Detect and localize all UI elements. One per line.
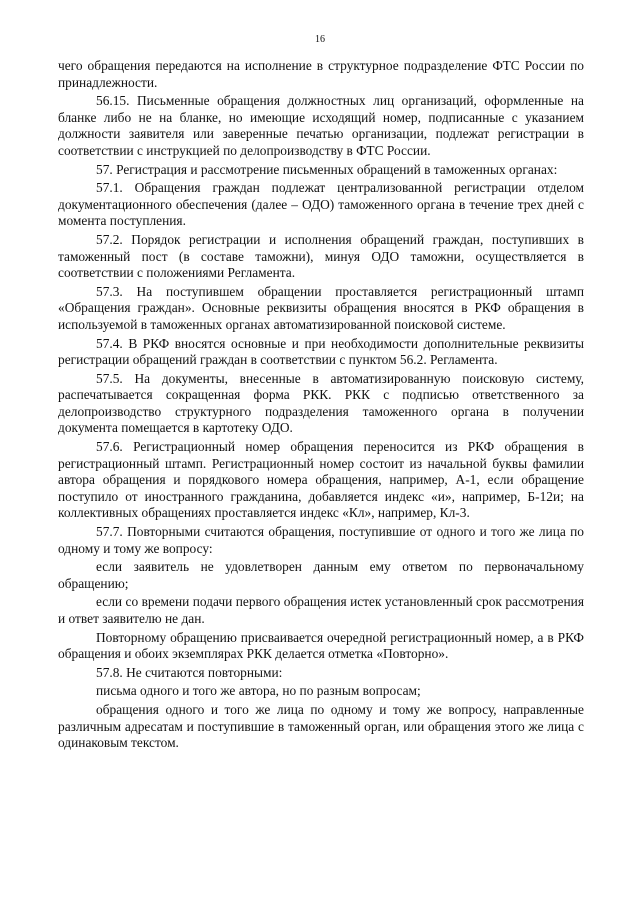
paragraph: Повторному обращению присваивается очередной регистрационный номер, а в РКФ обращения и обоих экземплярах РКК делается отметка «Повторно».	[58, 629, 584, 662]
paragraph: 57.7. Повторными считаются обращения, поступившие от одного и того же лица по одному и тому же вопросу:	[58, 524, 584, 556]
paragraph: 57.6. Регистрационный номер обращения переносится из РКФ обращения в регистрационный штамп. Регистрационный номер состоит из начальной буквы фамилии автора обращения и порядкового номера обращения, например, А-1, если обращение поступило от иностранного гражданина, добавляется индекс «и», например, Б-12и; на коллективных обращениях проставляется индекс «Кл», например, Кл-3.	[58, 439, 584, 521]
paragraph: чего обращения передаются на исполнение в структурное подразделение ФТС России по принадлежности.	[58, 58, 584, 90]
paragraph: 56.15. Письменные обращения должностных лиц организаций, оформленные на бланке либо не на бланке, но имеющие исходящий номер, подписанные с указанием должности заявителя или заверенные печатью организации, подлежат регистрации в соответствии с инструкцией по делопроизводству в ФТС России.	[58, 93, 584, 158]
paragraph: 57.3. На поступившем обращении проставляется регистрационный штамп «Обращения граждан». Основные реквизиты обращения вносятся в РКФ обращения в используемой в таможенных органах автоматизированной поисковой системе.	[58, 283, 584, 332]
paragraph: 57.2. Порядок регистрации и исполнения обращений граждан, поступивших в таможенный пост (в составе таможни), минуя ОДО таможни, осуществляется в соответствии с положениями Регламента.	[58, 231, 584, 281]
document-body	[58, 58, 584, 754]
page-number: 16	[315, 34, 325, 45]
paragraph: если заявитель не удовлетворен данным ему ответом по первоначальному обращению;	[58, 559, 584, 591]
paragraph: 57. Регистрация и рассмотрение письменных обращений в таможенных органах:	[96, 161, 558, 177]
paragraph: 57.5. На документы, внесенные в автоматизированную поисковую систему, распечатывается сокращенная форма РКК. РКК с подписью ответственного за делопроизводство структурного подразделения таможенного органа в получении документа помещается в картотеку ОДО.	[58, 370, 584, 436]
paragraph: 57.1. Обращения граждан подлежат централизованной регистрации отделом документационного обеспечения (далее – ОДО) таможенного органа в течение трех дней с момента поступления.	[58, 180, 584, 229]
paragraph: 57.8. Не считаются повторными:	[96, 664, 283, 680]
paragraph: если со времени подачи первого обращения истек установленный срок рассмотрения и ответ заявителю не дан.	[58, 594, 584, 626]
paragraph: письма одного и того же автора, но по разным вопросам;	[96, 683, 421, 699]
paragraph: 57.4. В РКФ вносятся основные и при необходимости дополнительные реквизиты регистрации обращений граждан в соответствии с пунктом 56.2. Регламента.	[58, 335, 584, 368]
paragraph: обращения одного и того же лица по одному и тому же вопросу, направленные различным адресатам и поступившие в таможенный орган, или обращения этого же лица с одинаковым текстом.	[58, 701, 584, 751]
